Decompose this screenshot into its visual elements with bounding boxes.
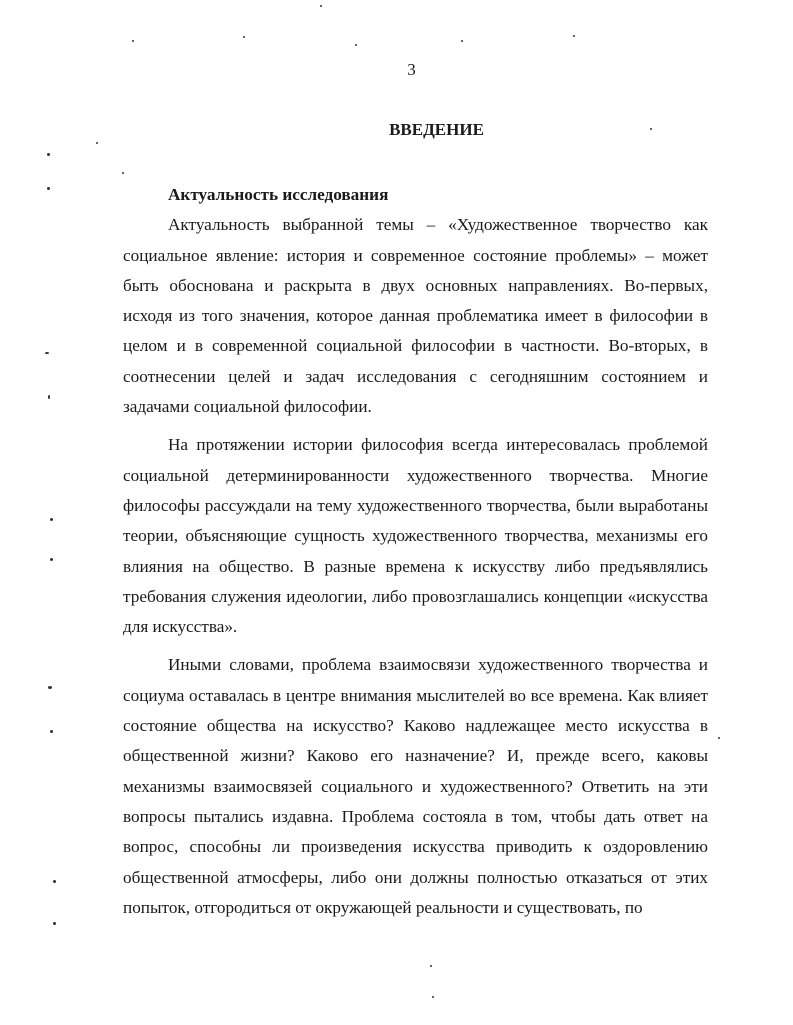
scan-speck (53, 922, 56, 925)
scan-speck (718, 737, 720, 739)
scan-speck (432, 996, 434, 998)
paragraph: На протяжении истории философия всегда интересовалась проблемой социальной детерминированности художественного творчества. Многие философы рассуждали на тему художественного творчества, были выработаны теории, объясняющие сущность художественного творчества, механизмы его влияния на общество. В разные времена к искусству либо предъявлялись требования служения идеологии, либо провозглашались концепции «искусства для искусства». (123, 435, 708, 637)
scan-speck (243, 36, 245, 38)
page-number: 3 (407, 60, 416, 79)
scan-speck (122, 172, 124, 174)
scan-speck (48, 395, 50, 399)
scan-speck (45, 352, 49, 354)
scan-speck (53, 880, 56, 883)
scan-speck (320, 5, 322, 7)
scan-speck (461, 40, 463, 42)
section-subheading: Актуальность исследования (168, 185, 389, 204)
scan-speck (132, 40, 134, 42)
scan-speck (650, 128, 652, 130)
paragraph: Иными словами, проблема взаимосвязи художественного творчества и социума оставалась в центре внимания мыслителей во все времена. Как влияет состояние общества на искусство? Каково надлежащее место искусства в общественной жизни? Каково его назначение? И, прежде всего, каковы механизмы взаимосвязей социального и художественного? Ответить на эти вопросы пытались издавна. Проблема состояла в том, чтобы дать ответ на вопрос, способны ли произведения искусства приводить к оздоровлению общественной атмосферы, либо они должны полностью отказаться от этих попыток, отгородиться от окружающей реальности и существовать, по (123, 655, 708, 917)
scan-speck (430, 965, 432, 967)
scan-speck (96, 142, 98, 144)
scan-speck (573, 35, 575, 37)
scan-speck (50, 558, 53, 561)
scan-speck (47, 187, 50, 190)
scan-speck (47, 153, 50, 156)
paragraph: Актуальность выбранной темы – «Художественное творчество как социальное явление: история и современное состояние проблемы» – может быть обоснована и раскрыта в двух основных направлениях. Во-первых, исходя из того значения, которое данная проблематика имеет в философии в целом и в современной социальной философии в частности. Во-вторых, в соотнесении целей и задач исследования с сегодняшним состоянием и задачами социальной философии. (123, 215, 708, 417)
scan-speck (50, 518, 53, 521)
document-body (123, 180, 708, 923)
page-title: ВВЕДЕНИЕ (389, 120, 484, 139)
scan-speck (355, 44, 357, 46)
scan-speck (50, 730, 53, 733)
scan-speck (48, 686, 52, 689)
